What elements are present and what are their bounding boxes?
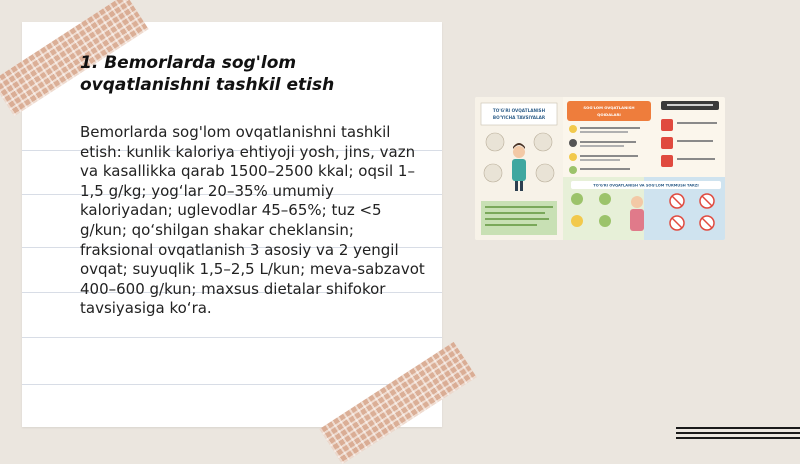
infographic-left-title-1: TO'G'RI OVQATLANISH	[492, 108, 546, 113]
ruled-line	[22, 384, 442, 385]
decorative-lines	[676, 427, 800, 442]
slide-title: 1. Bemorlarda sog'lom ovqatlanishni tashkil etish	[80, 53, 335, 95]
ruled-line	[22, 337, 442, 338]
infographic-bottom-banner: TO'G'RI OVQATLANISH VA SOG'LOM TURMUSH TARZI	[593, 183, 699, 188]
infographic-mid-banner-1: SOG'LOM OVQATLANISH	[583, 105, 635, 110]
infographic-mid-banner-2: QOIDALARI	[597, 112, 621, 117]
infographic-illustration	[475, 97, 725, 240]
infographic-left-title-2: BO'YICHA TAVSIYALAR	[492, 115, 546, 120]
nutrition-infographic	[475, 97, 725, 240]
slide-body-text: Bemorlarda sog'lom ovqatlanishni tashkil etish: kunlik kaloriya ehtiyoji yosh, jins, vazn va kasallikka qarab 1500–2500 kkal; oqsil 1–1,5 g/kg; yog‘lar 20–35% umumiy kaloriyadan; uglevodlar 45–65%; tuz <5 g/kun; qo‘shilgan shakar cheklansin; fraksional ovqatlanish 3 asosiy va 2 yengil ovqat; suyuqlik 1,5–2,5 L/kun; meva-sabzavot 400–600 g/kun; maxsus dietalar shifokor tavsiyasiga ko‘ra.	[80, 123, 425, 318]
